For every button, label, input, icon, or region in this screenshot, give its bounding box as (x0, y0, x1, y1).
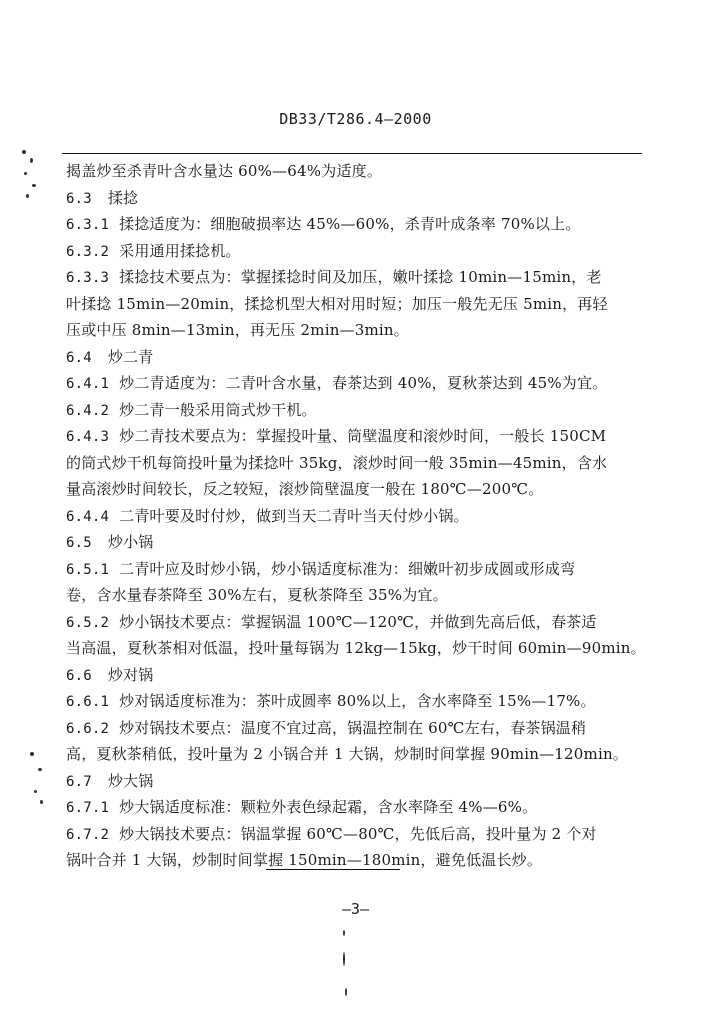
text-line (66, 503, 656, 530)
text-line (66, 370, 656, 397)
clause-text: 压或中压 8min—13min，再无压 2min—3min。 (66, 321, 409, 339)
text-line (66, 821, 656, 848)
text-line (66, 582, 656, 609)
text-line (66, 317, 656, 344)
clause-text: 锅叶合并 1 大锅，炒制时间掌握 150min—180min，避免低温长炒。 (66, 851, 543, 869)
heading-text: 炒小锅 (107, 533, 154, 551)
section-heading (66, 768, 656, 795)
text-line (66, 476, 656, 503)
scan-speck (30, 158, 33, 163)
clause-number: 6.6 (66, 667, 92, 684)
text-line (66, 794, 656, 821)
document-code-header: DB33/T286.4—2000 (279, 110, 432, 128)
section-heading (66, 529, 656, 556)
clause-text: 炒大锅适度标准：颗粒外表色绿起霜，含水率降至 4%—6%。 (119, 798, 538, 816)
text-line (66, 397, 656, 424)
clause-number: 6.4.1 (66, 376, 110, 392)
clause-number: 6.4.3 (66, 429, 110, 445)
text-line (66, 715, 656, 742)
section-heading (66, 662, 656, 689)
section-heading (66, 344, 656, 371)
clause-text: 当高温，夏秋茶相对低温，投叶量每锅为 12kg—15kg，炒干时间 60min—90min。 (66, 639, 646, 657)
clause-number: 6.5.1 (66, 561, 110, 578)
clause-number: 6.3.3 (66, 270, 110, 286)
scan-speck (22, 150, 26, 154)
clause-text: 的筒式炒干机每筒投叶量为揉捻叶 35kg，滚炒时间一般 35min—45min，含水 (66, 453, 608, 472)
text-line (66, 635, 656, 662)
heading-text: 揉捻 (107, 188, 139, 207)
clause-number: 6.7.1 (66, 800, 110, 816)
clause-text: 炒对锅适度标准为：茶叶成圆率 80%以上，含水率降至 15%—17%。 (119, 692, 596, 710)
clause-text: 炒二青一般采用筒式炒干机。 (119, 400, 317, 419)
clause-number: 6.3.1 (66, 217, 110, 233)
scan-speck (32, 184, 36, 187)
clause-text: 揭盖炒至杀青叶含水量达 60%—64%为适度。 (66, 162, 383, 180)
clause-number: 6.3.2 (66, 243, 110, 260)
heading-text: 炒对锅 (107, 665, 154, 684)
clause-text: 叶揉捻 15min—20min，揉捻机型大相对用时短；加压一般先无压 5min，再轻 (66, 294, 608, 313)
heading-text: 炒二青 (107, 347, 154, 366)
clause-text: 炒二青技术要点为：掌握投叶量、筒壁温度和滚炒时间，一般长 150CM (119, 427, 607, 445)
text-line (66, 688, 656, 715)
clause-number: 6.7.2 (66, 826, 110, 843)
text-line (66, 264, 656, 291)
text-line (66, 238, 656, 265)
clause-text: 揉捻技术要点为：掌握揉捻时间及加压，嫩叶揉捻 10min—15min，老 (119, 268, 602, 286)
scan-speck (40, 800, 43, 804)
clause-number: 6.6.1 (66, 694, 110, 710)
scan-speck (343, 930, 345, 936)
clause-number: 6.7 (66, 773, 92, 790)
clause-text: 炒二青适度为：二青叶含水量，春茶达到 40%，夏秋茶达到 45%为宜。 (119, 374, 608, 392)
scan-speck (24, 172, 27, 175)
scan-speck (343, 952, 345, 966)
clause-text: 炒小锅技术要点：掌握锅温 100℃—120℃，并做到先高后低，春茶适 (119, 612, 597, 631)
clause-number: 6.3 (66, 190, 92, 207)
clause-text: 二青叶要及时付炒，做到当天二青叶当天付炒小锅。 (119, 506, 469, 525)
text-line (66, 423, 656, 450)
heading-text: 炒大锅 (107, 771, 154, 790)
scan-speck (34, 790, 37, 793)
text-line (66, 291, 656, 318)
text-line (66, 450, 656, 477)
clause-number: 6.4 (66, 349, 92, 366)
text-line (66, 556, 656, 583)
clause-text: 量高滚炒时间较长，反之较短，滚炒筒壁温度一般在 180℃—200℃。 (66, 480, 544, 498)
text-line (66, 158, 656, 185)
scan-speck (26, 194, 29, 198)
scan-speck (345, 988, 347, 996)
text-line (66, 741, 656, 768)
scan-speck (30, 752, 34, 756)
section-heading (66, 185, 656, 212)
clause-text: 炒大锅技术要点：锅温掌握 60℃—80℃，先低后高，投叶量为 2 个对 (119, 824, 597, 843)
clause-text: 高，夏秋茶稍低，投叶量为 2 小锅合并 1 大锅，炒制时间掌握 90min—120min。 (66, 745, 629, 763)
clause-number: 6.4.2 (66, 402, 110, 419)
text-line (66, 211, 656, 238)
page-number: —3— (341, 900, 370, 918)
header-rule (62, 153, 642, 154)
clause-text: 炒对锅技术要点：温度不宜过高，锅温控制在 60℃左右，春茶锅温稍 (119, 718, 587, 737)
scan-speck (38, 768, 42, 771)
clause-number: 6.5.2 (66, 614, 110, 631)
clause-number: 6.6.2 (66, 720, 110, 737)
footer-rule (266, 869, 400, 870)
clause-text: 采用通用揉捻机。 (119, 241, 241, 260)
clause-number: 6.4.4 (66, 508, 110, 525)
body-text (66, 158, 656, 874)
clause-text: 卷，含水量春茶降至 30%左右，夏秋茶降至 35%为宜。 (66, 586, 448, 604)
clause-text: 二青叶应及时炒小锅，炒小锅适度标准为：细嫩叶初步成圆或形成弯 (119, 559, 576, 578)
clause-text: 揉捻适度为：细胞破损率达 45%—60%，杀青叶成条率 70%以上。 (119, 215, 581, 233)
clause-number: 6.5 (66, 535, 92, 551)
text-line (66, 609, 656, 636)
